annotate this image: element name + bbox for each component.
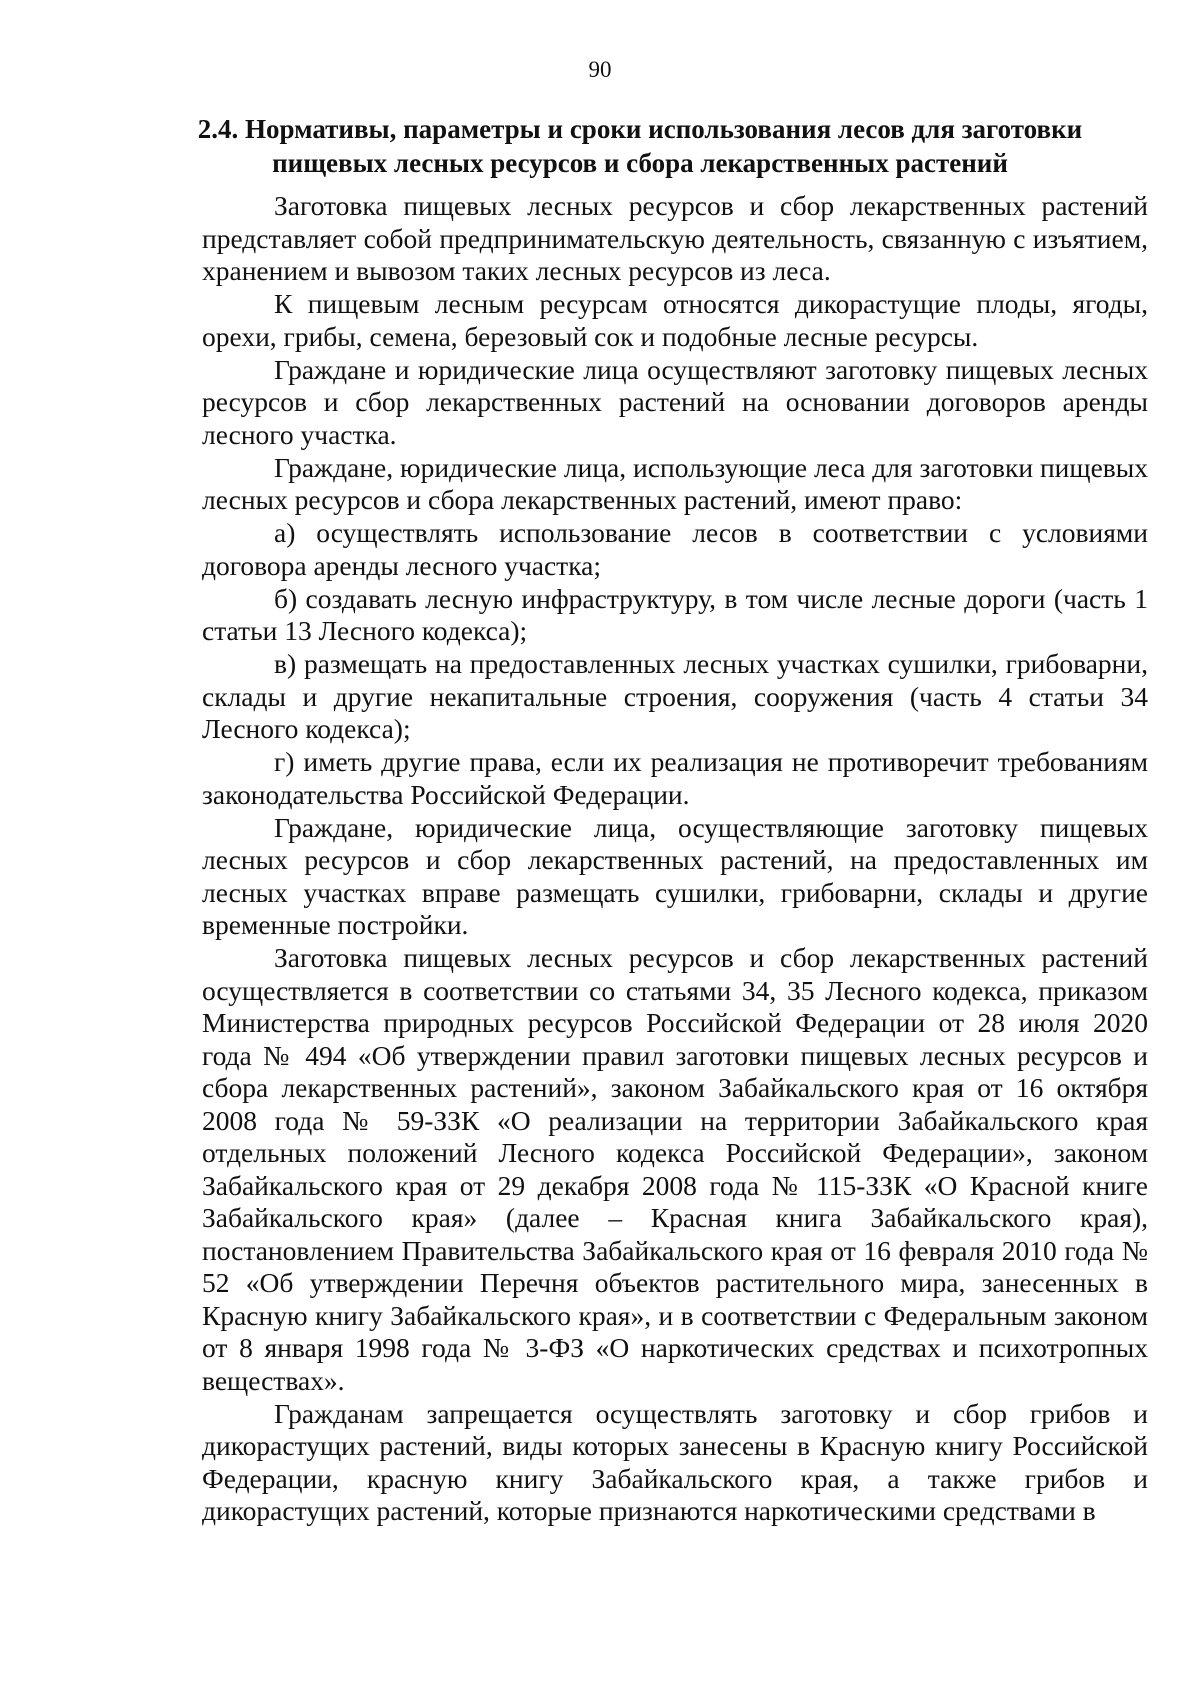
- paragraph: Гражданам запрещается осуществлять заготовку и сбор грибов и дикорастущих растений, виды которых занесены в Красную книгу Российской Федерации, красную книгу Забайкальского края, а также грибов и дикорастущих растений, которые признаются наркотическими средствами в: [202, 1397, 1148, 1526]
- section-heading-line: пищевых лесных ресурсов и сбора лекарственных растений: [272, 148, 1008, 178]
- list-item: г) иметь другие права, если их реализация не противоречит требованиям законодательства Российской Федерации.: [202, 746, 1148, 810]
- list-item: а) осуществлять использование лесов в соответствии с условиями договора аренды лесного участка;: [202, 517, 1148, 581]
- paragraph: Граждане и юридические лица осуществляют заготовку пищевых лесных ресурсов и сбор лекарственных растений на основании договоров аренды лесного участка.: [202, 353, 1148, 450]
- body-text: [202, 190, 1148, 1528]
- list-item: в) размещать на предоставленных лесных участках сушилки, грибоварни, склады и другие некапитальные строения, сооружения (часть 4 статьи 34 Лесного кодекса);: [202, 648, 1148, 744]
- section-heading-line: 2.4. Нормативы, параметры и сроки использования лесов для заготовки: [197, 114, 1083, 144]
- page-number: 90: [588, 57, 612, 82]
- list-item: б) создавать лесную инфраструктуру, в том числе лесные дороги (часть 1 статьи 13 Лесного кодекса);: [202, 582, 1148, 646]
- section-heading: [150, 112, 1130, 180]
- paragraph: Заготовка пищевых лесных ресурсов и сбор лекарственных растений представляет собой предпринимательскую деятельность, связанную с изъятием, хранением и вывозом таких лесных ресурсов из леса.: [202, 190, 1148, 286]
- paragraph: Граждане, юридические лица, осуществляющие заготовку пищевых лесных ресурсов и сбор лекарственных растений, на предоставленных им лесных участках вправе размещать сушилки, грибоварни, склады и другие временные постройки.: [202, 811, 1148, 940]
- paragraph: К пищевым лесным ресурсам относятся дикорастущие плоды, ягоды, орехи, грибы, семена, березовый сок и подобные лесные ресурсы.: [202, 288, 1148, 352]
- paragraph: Граждане, юридические лица, использующие леса для заготовки пищевых лесных ресурсов и сбора лекарственных растений, имеют право:: [202, 451, 1148, 515]
- paragraph: Заготовка пищевых лесных ресурсов и сбор лекарственных растений осуществляется в соответствии со статьями 34, 35 Лесного кодекса, приказом Министерства природных ресурсов Российской Федерации от 28 июля 2020 года № 494 «Об утверждении правил заготовки пищевых лесных ресурсов и сбора лекарственных растений», законом Забайкальского края от 16 октября 2008 года № 59-ЗЗК «О реализации на территории Забайкальского края отдельных положений Лесного кодекса Российской Федерации», законом Забайкальского края от 29 декабря 2008 года № 115-ЗЗК «О Красной книге Забайкальского края» (далее – Красная книга Забайкальского края), постановлением Правительства Забайкальского края от 16 февраля 2010 года № 52 «Об утверждении Перечня объектов растительного мира, занесенных в Красную книгу Забайкальского края», и в соответствии с Федеральным законом от 8 января 1998 года № 3-ФЗ «О наркотических средствах и психотропных веществах».: [202, 942, 1148, 1396]
